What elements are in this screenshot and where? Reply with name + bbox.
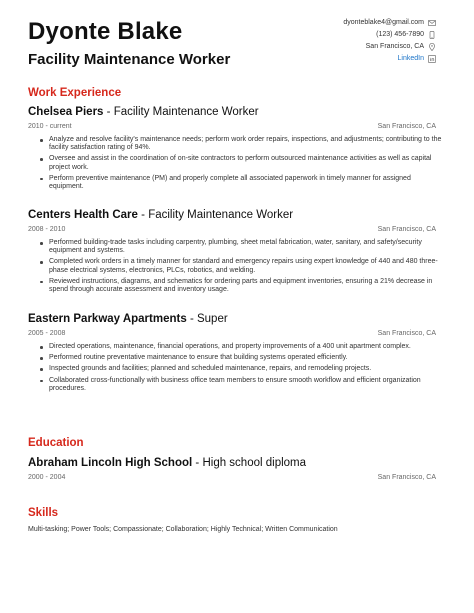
job-entry [28,106,440,194]
email-icon [428,19,436,27]
job-role: Facility Maintenance Worker [113,106,259,118]
linkedin-icon [428,55,436,63]
education-location: San Francisco, CA [377,474,436,481]
job-header [28,313,440,325]
job-bullet: Performed routine preventative maintenance to ensure that building systems operated efficiently. [28,354,444,362]
job-dates: 2010 - current [28,123,72,130]
education-degree: High school diploma [202,457,307,469]
contact-linkedin-row [343,53,436,65]
job-location: San Francisco, CA [377,330,436,337]
contact-email-row [343,17,436,29]
contact-block [343,17,436,65]
job-bullet: Perform preventive maintenance (PM) and properly complete all associated paperwork in timely manner for assigned equipment. [28,175,444,191]
job-header [28,209,440,221]
education-school: Abraham Lincoln High School [28,457,193,469]
job-company: Centers Health Care [28,209,138,221]
job-bullets [28,343,440,393]
job-header [28,106,440,118]
job-bullet: Reviewed instructions, diagrams, and schematics for ordering parts and equipment inventories, ensuring a 21% decrease in spend through accurate assessment and inventory usage. [28,278,444,294]
education-entry [28,457,440,481]
job-entry [28,313,440,396]
job-bullets [28,239,440,294]
job-meta [28,330,440,337]
candidate-name: Dyonte Blake [28,18,183,45]
job-dates: 2008 - 2010 [28,226,66,233]
job-entry [28,209,440,297]
job-bullet: Performed building-trade tasks including carpentry, plumbing, sheet metal fabrication, water, sanitary, and safety/security equipment and systems. [28,239,444,255]
skills-heading: Skills [28,507,59,519]
candidate-title: Facility Maintenance Worker [28,51,231,68]
job-meta [28,226,440,233]
job-bullet: Directed operations, maintenance, financial operations, and property improvements of a 400 unit apartment complex. [28,343,444,351]
job-company: Chelsea Piers [28,106,104,118]
education-header [28,457,440,469]
contact-location-row [343,41,436,53]
email-text[interactable]: dyonteblake4@gmail.com [343,19,424,26]
job-bullet: Analyze and resolve facility's maintenance needs; perform work order repairs, inspections, and adjustments; contributing to the facility satisfaction rating of 94%. [28,136,444,152]
job-meta [28,123,440,130]
location-text: San Francisco, CA [365,43,424,50]
job-bullet: Oversee and assist in the coordination of on-site contractors to perform outsourced maintenance activities as well as capital project work. [28,155,444,171]
job-separator: - [141,209,145,221]
job-separator: - [189,313,194,325]
contact-phone-row [343,29,436,41]
job-company: Eastern Parkway Apartments [28,313,187,325]
job-location: San Francisco, CA [377,226,436,233]
education-separator: - [195,457,200,469]
job-separator: - [106,106,111,118]
job-role: Facility Maintenance Worker [148,209,294,221]
location-pin-icon [428,43,436,51]
education-meta [28,474,440,481]
job-bullet: Collaborated cross-functionally with business office team members to ensure smooth workflow and efficient organization procedures. [28,377,444,393]
education-heading: Education [28,437,84,449]
job-bullets [28,136,440,191]
education-dates: 2000 - 2004 [28,474,66,481]
job-dates: 2005 - 2008 [28,330,66,337]
job-bullet: Inspected grounds and facilities; planned and scheduled maintenance, repairs, and remodeling projects. [28,365,444,373]
phone-text: (123) 456-7890 [376,31,424,38]
job-role: Super [196,313,228,325]
job-location: San Francisco, CA [377,123,436,130]
phone-icon [428,31,436,39]
skills-list: Multi-tasking; Power Tools; Compassionate; Collaboration; Highly Technical; Written Communication [28,526,338,533]
work-experience-heading: Work Experience [28,87,122,99]
linkedin-link[interactable]: LinkedIn [397,55,424,62]
job-bullet: Completed work orders in a timely manner for standard and emergency repairs using expert knowledge of 440 and 480 three-phase electrical systems, electronics, PLCs, robotics, and welding. [28,258,444,274]
